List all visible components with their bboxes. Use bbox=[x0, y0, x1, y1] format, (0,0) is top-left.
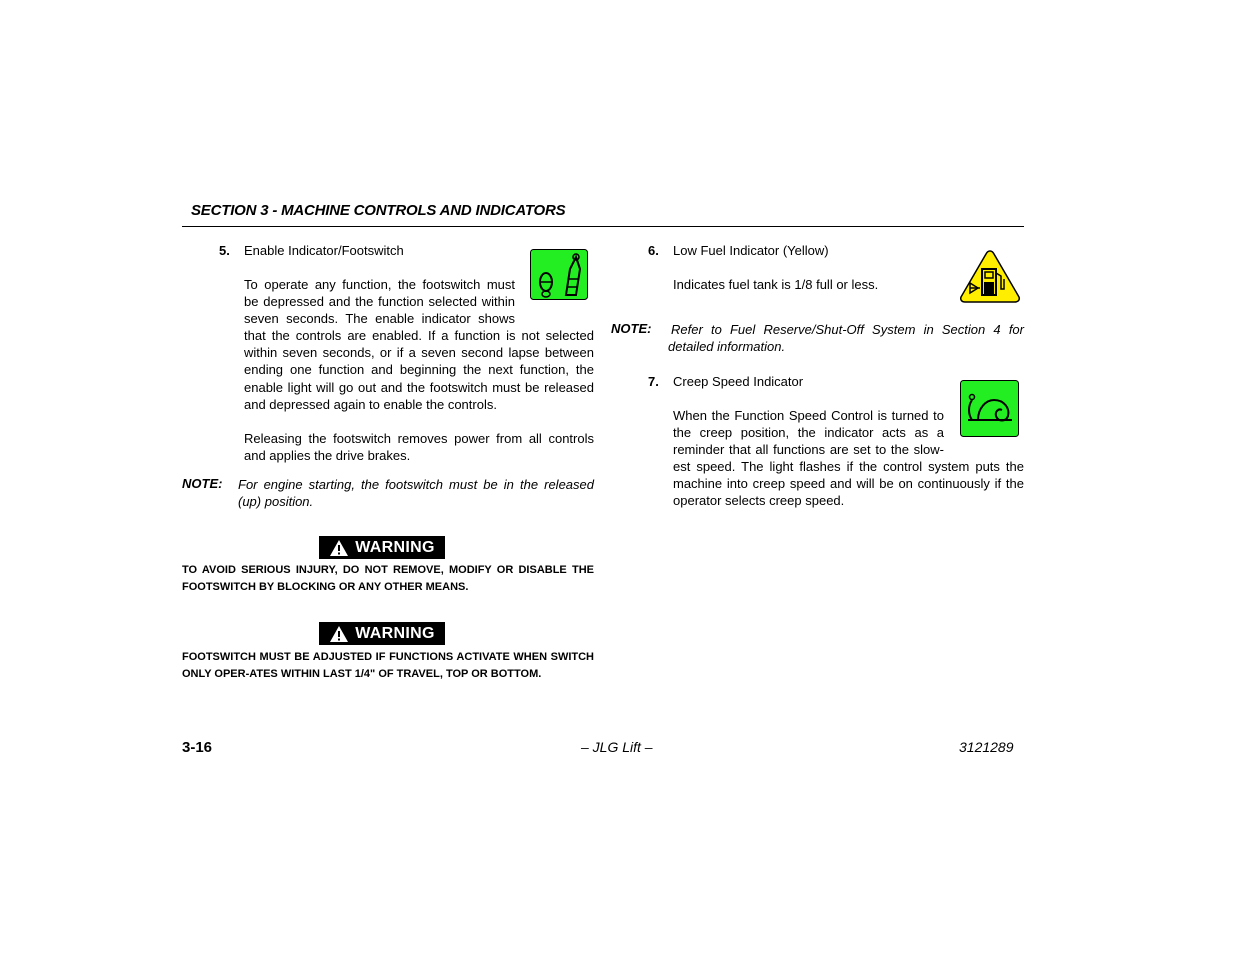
note-label: NOTE: bbox=[182, 476, 223, 491]
item-5-paragraph-1-rest: that the controls are enabled. If a function is not selected within seven seconds, or if a seven second lapse between ending one function and beginning the next function, the enable light will go out and the footswitch must be released and depressed again to enable the controls. bbox=[244, 328, 594, 412]
item-5-paragraph-1-top bbox=[244, 276, 515, 328]
footer-center: – JLG Lift – bbox=[581, 739, 653, 755]
note-fuel-text: Refer to Fuel Reserve/Shut-Off System in Section 4 for detailed information. bbox=[668, 322, 1024, 355]
item-5-line-1: To operate any function, the footswitch must bbox=[244, 277, 515, 292]
warning-2-text: FOOTSWITCH MUST BE ADJUSTED IF FUNCTIONS ACTIVATE WHEN SWITCH ONLY OPER-ATES WITHIN LAST 1/4" OF TRAVEL, TOP OR BOTTOM. bbox=[182, 651, 594, 680]
item-6-number: 6. bbox=[648, 243, 659, 258]
footswitch-icon bbox=[530, 249, 588, 300]
item-6-text: Indicates fuel tank is 1/8 full or less. bbox=[673, 277, 879, 292]
item-7-paragraph-top bbox=[673, 407, 944, 459]
item-6-title: Low Fuel Indicator (Yellow) bbox=[673, 243, 829, 258]
warning-badge-1 bbox=[319, 536, 445, 559]
item-7-line-1: When the Function Speed Control is turned to bbox=[673, 408, 944, 423]
warning-triangle-icon bbox=[329, 539, 349, 557]
snail-icon bbox=[960, 380, 1019, 437]
page-number: 3-16 bbox=[182, 739, 213, 756]
document-number: 3121289 bbox=[959, 739, 1014, 755]
warning-1-text: TO AVOID SERIOUS INJURY, DO NOT REMOVE, MODIFY OR DISABLE THE FOOTSWITCH BY BLOCKING OR ANY OTHER MEANS. bbox=[182, 564, 594, 593]
warning-badge-2 bbox=[319, 622, 445, 645]
item-5-title: Enable Indicator/Footswitch bbox=[244, 243, 404, 258]
warning-badge-1-label: WARNING bbox=[355, 538, 435, 556]
item-7-number: 7. bbox=[648, 374, 659, 389]
note-label-fuel: NOTE: bbox=[611, 321, 652, 336]
section-title: SECTION 3 - MACHINE CONTROLS AND INDICATORS bbox=[191, 202, 566, 219]
fuel-pump-icon bbox=[959, 249, 1021, 303]
note-engine-text: For engine starting, the footswitch must be in the released (up) position. bbox=[238, 477, 594, 510]
item-5-paragraph-2: Releasing the footswitch removes power from all controls and applies the drive brakes. bbox=[244, 431, 594, 464]
item-7-line-3: reminder that all functions are set to the slow- bbox=[673, 442, 944, 458]
item-7-line-2: the creep position, the indicator acts as a bbox=[673, 425, 944, 441]
warning-triangle-icon bbox=[329, 625, 349, 643]
header-rule bbox=[182, 226, 1024, 227]
warning-badge-2-label: WARNING bbox=[355, 624, 435, 642]
item-5-line-2: be depressed and the function selected within bbox=[244, 294, 515, 310]
item-7-paragraph-rest: est speed. The light flashes if the control system puts the machine into creep speed and will be on continuously if the operator selects creep speed. bbox=[673, 459, 1024, 509]
item-5-number: 5. bbox=[219, 243, 230, 258]
item-7-title: Creep Speed Indicator bbox=[673, 374, 804, 389]
item-5-line-3: seven seconds. The enable indicator shows bbox=[244, 311, 515, 327]
